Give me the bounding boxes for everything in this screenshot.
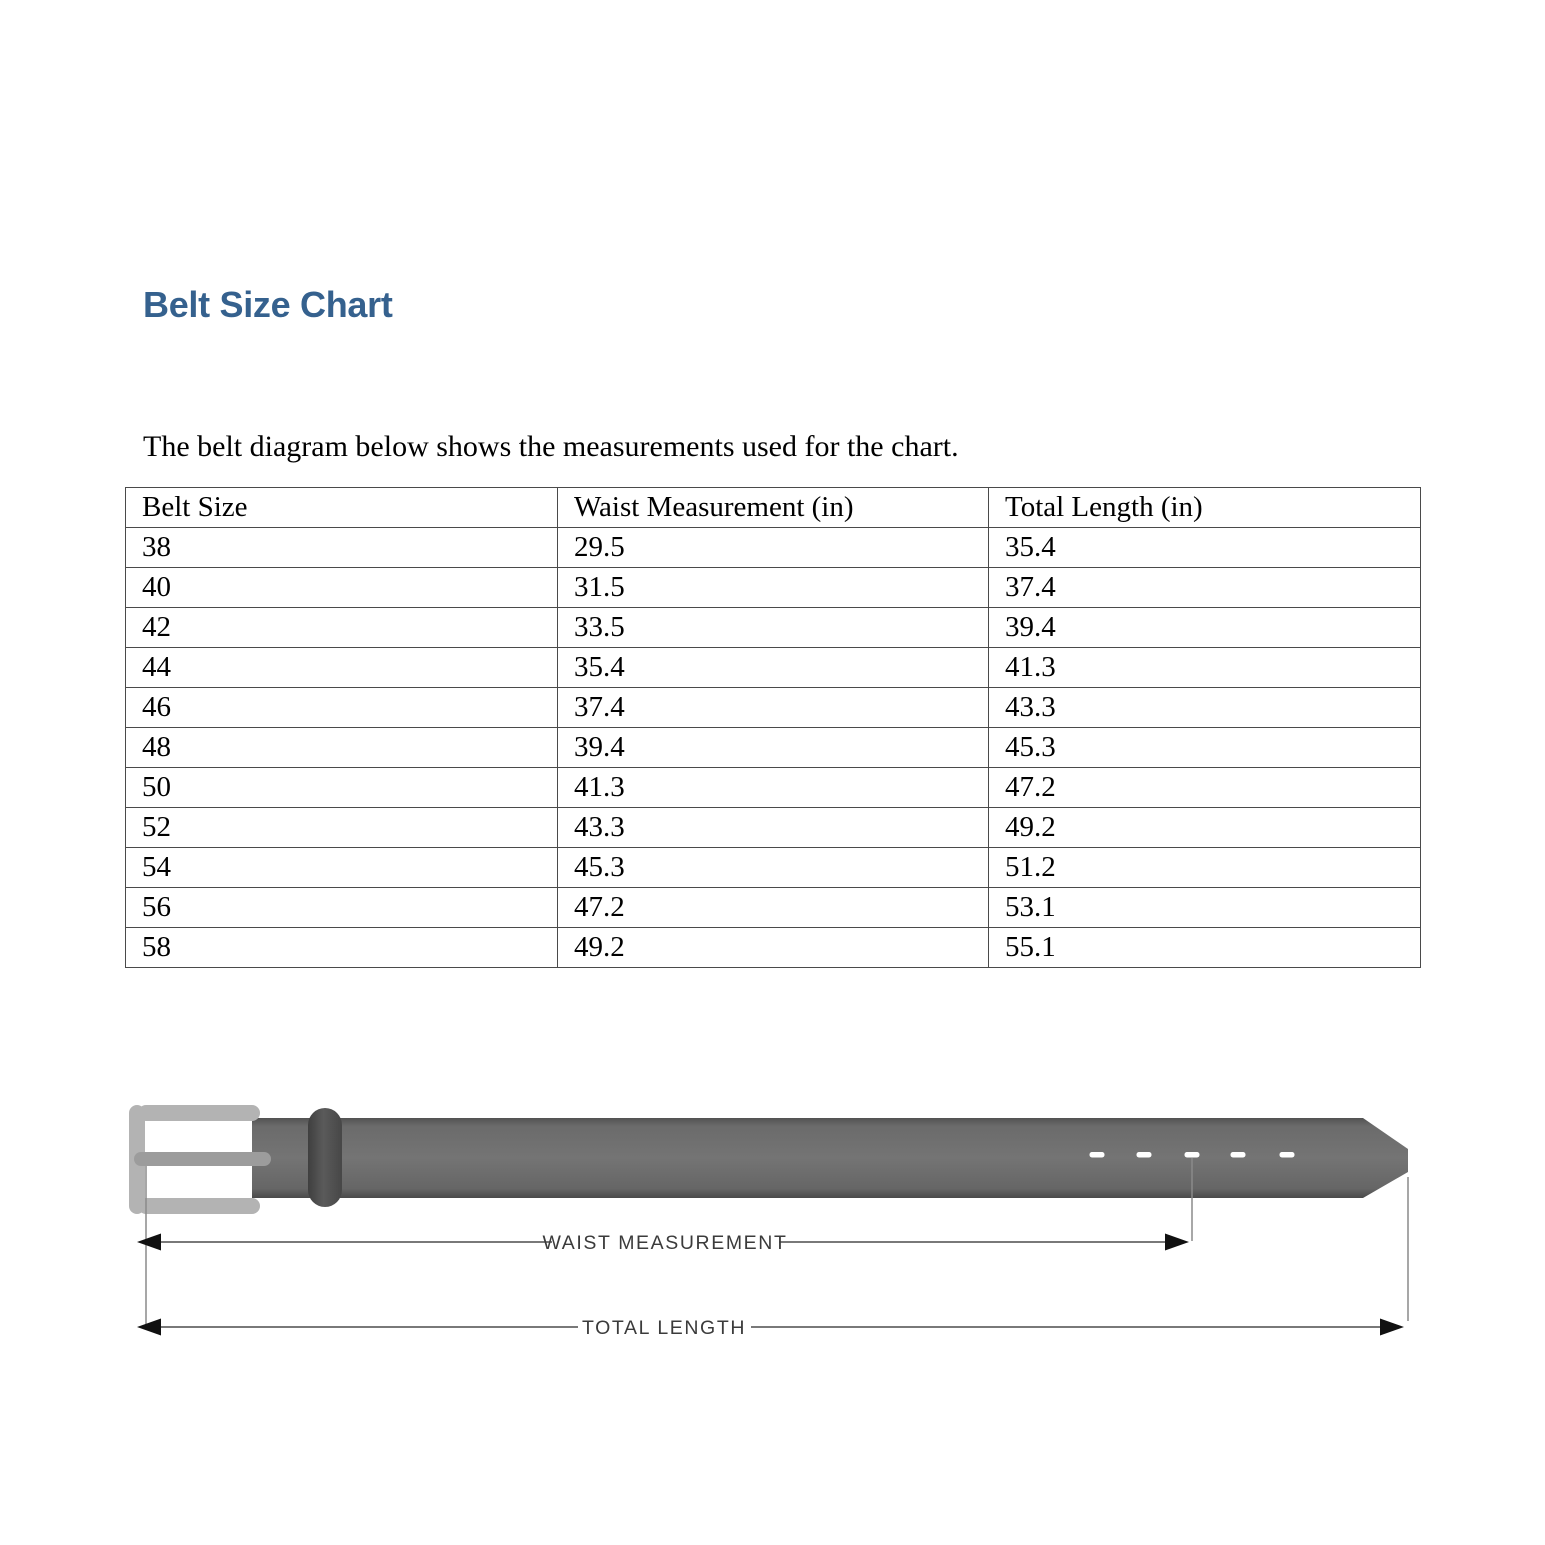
table-cell: 49.2 (558, 928, 989, 968)
table-cell: 47.2 (558, 888, 989, 928)
table-row (126, 608, 1421, 648)
belt-hole (1231, 1152, 1246, 1158)
belt-diagram (0, 1060, 1545, 1400)
waist-measurement-dimension (137, 1232, 1189, 1254)
table-cell: 46 (126, 688, 558, 728)
table-cell: 53.1 (989, 888, 1421, 928)
table-cell: 29.5 (558, 528, 989, 568)
table-cell: 40 (126, 568, 558, 608)
table-row (126, 688, 1421, 728)
table-cell: 38 (126, 528, 558, 568)
table-cell: 49.2 (989, 808, 1421, 848)
belt-keeper-loop (308, 1108, 342, 1207)
waist-arrowhead-right-icon (1165, 1234, 1189, 1251)
column-header: Total Length (in) (989, 488, 1421, 528)
waist-arrowhead-left-icon (137, 1234, 161, 1251)
table-cell: 37.4 (989, 568, 1421, 608)
belt-hole (1137, 1152, 1152, 1158)
table-cell: 35.4 (989, 528, 1421, 568)
table-header-row (126, 488, 1421, 528)
table-cell: 35.4 (558, 648, 989, 688)
waist-measurement-label: WAIST MEASUREMENT (542, 1232, 788, 1254)
total-arrowhead-right-icon (1380, 1319, 1404, 1336)
table-row (126, 848, 1421, 888)
total-length-dimension (137, 1317, 1404, 1339)
table-row (126, 648, 1421, 688)
table-cell: 33.5 (558, 608, 989, 648)
table-row (126, 928, 1421, 968)
table-cell: 56 (126, 888, 558, 928)
table-cell: 45.3 (989, 728, 1421, 768)
belt-hole (1185, 1152, 1200, 1158)
table-cell: 45.3 (558, 848, 989, 888)
table-cell: 42 (126, 608, 558, 648)
table-cell: 51.2 (989, 848, 1421, 888)
column-header: Waist Measurement (in) (558, 488, 989, 528)
belt-hole (1280, 1152, 1295, 1158)
table-cell: 41.3 (989, 648, 1421, 688)
table-row (126, 528, 1421, 568)
table-body (126, 528, 1421, 968)
column-header: Belt Size (126, 488, 558, 528)
total-length-label: TOTAL LENGTH (581, 1317, 747, 1339)
table-cell: 50 (126, 768, 558, 808)
belt-hole (1090, 1152, 1105, 1158)
belt-size-table (125, 487, 1421, 968)
table-cell: 39.4 (558, 728, 989, 768)
table-cell: 48 (126, 728, 558, 768)
table-cell: 58 (126, 928, 558, 968)
table-cell: 41.3 (558, 768, 989, 808)
table-cell: 31.5 (558, 568, 989, 608)
belt-strap (252, 1118, 1408, 1198)
table-row (126, 888, 1421, 928)
table-cell: 47.2 (989, 768, 1421, 808)
table-cell: 52 (126, 808, 558, 848)
table-cell: 37.4 (558, 688, 989, 728)
table-row (126, 808, 1421, 848)
table-cell: 43.3 (558, 808, 989, 848)
table-row (126, 568, 1421, 608)
table-cell: 44 (126, 648, 558, 688)
total-arrowhead-left-icon (137, 1319, 161, 1336)
intro-paragraph: The belt diagram below shows the measurements used for the chart. (143, 430, 959, 463)
table-cell: 55.1 (989, 928, 1421, 968)
table-row (126, 728, 1421, 768)
table-cell: 54 (126, 848, 558, 888)
table-cell: 39.4 (989, 608, 1421, 648)
table-cell: 43.3 (989, 688, 1421, 728)
table-row (126, 768, 1421, 808)
page-title: Belt Size Chart (143, 284, 393, 325)
